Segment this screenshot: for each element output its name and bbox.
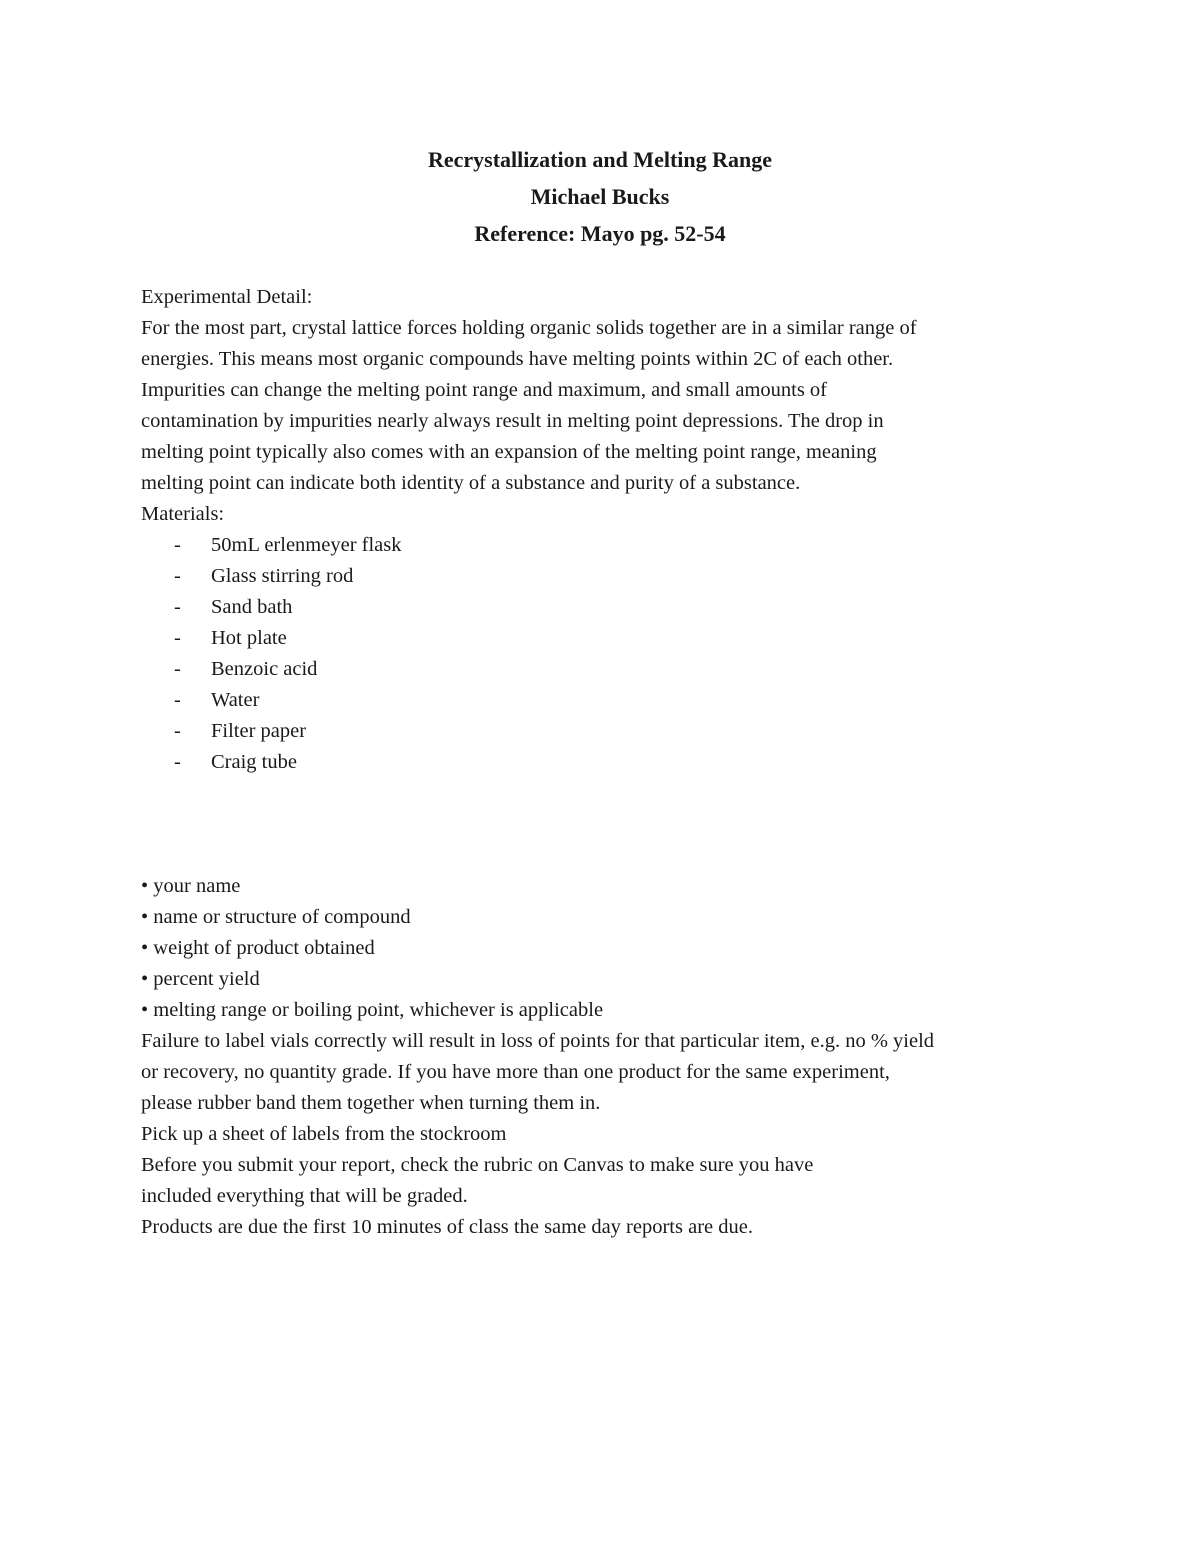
list-item: - Water: [141, 685, 1071, 716]
instruction-line: included everything that will be graded.: [141, 1185, 468, 1207]
list-dash: -: [174, 720, 181, 742]
label-bullet: • name or structure of compound: [141, 906, 411, 928]
experimental-section: [141, 282, 1071, 778]
labeling-section: [141, 871, 1071, 1243]
list-dash: -: [174, 534, 181, 556]
list-dash: -: [174, 627, 181, 649]
list-dash: -: [174, 689, 181, 711]
paragraph-line: For the most part, crystal lattice forces holding organic solids together are in a similar range of: [141, 317, 917, 339]
list-dash: -: [174, 751, 181, 773]
instruction-line: Failure to label vials correctly will result in loss of points for that particular item, e.g. no % yield: [141, 1030, 935, 1052]
list-item: - 50mL erlenmeyer flask: [141, 530, 1071, 561]
instruction-line: Products are due the first 10 minutes of class the same day reports are due.: [141, 1216, 753, 1238]
label-bullet: • melting range or boiling point, whichever is applicable: [141, 999, 604, 1021]
materials-heading: Materials:: [141, 503, 225, 525]
paragraph-line: Impurities can change the melting point range and maximum, and small amounts of: [141, 379, 828, 401]
list-dash: -: [174, 565, 181, 587]
list-item: - Benzoic acid: [141, 654, 1071, 685]
list-dash: -: [174, 596, 181, 618]
list-item: - Glass stirring rod: [141, 561, 1071, 592]
paragraph-line: melting point can indicate both identity of a substance and purity of a substance.: [141, 472, 801, 494]
label-bullet: • percent yield: [141, 968, 260, 990]
document-header: [0, 141, 1200, 252]
list-item: - Sand bath: [141, 592, 1071, 623]
instruction-line: please rubber band them together when turning them in.: [141, 1092, 601, 1114]
instruction-line: or recovery, no quantity grade. If you have more than one product for the same experiment,: [141, 1061, 890, 1083]
paragraph-line: contamination by impurities nearly always result in melting point depressions. The drop in: [141, 410, 884, 432]
document-reference: Reference: Mayo pg. 52-54: [474, 221, 726, 246]
label-bullet: • weight of product obtained: [141, 937, 375, 959]
paragraph-line: melting point typically also comes with an expansion of the melting point range, meaning: [141, 441, 877, 463]
paragraph-line: energies. This means most organic compounds have melting points within 2C of each other.: [141, 348, 894, 370]
materials-list: [141, 530, 1071, 778]
list-item: - Filter paper: [141, 716, 1071, 747]
list-dash: -: [174, 658, 181, 680]
experimental-heading: Experimental Detail:: [141, 286, 313, 308]
list-item: - Craig tube: [141, 747, 1071, 778]
document-title: Recrystallization and Melting Range: [427, 147, 773, 172]
document-author: Michael Bucks: [530, 184, 670, 209]
instruction-line: Pick up a sheet of labels from the stockroom: [141, 1123, 507, 1145]
label-bullet: • your name: [141, 875, 241, 897]
list-item: - Hot plate: [141, 623, 1071, 654]
instruction-line: Before you submit your report, check the rubric on Canvas to make sure you have: [141, 1154, 814, 1176]
